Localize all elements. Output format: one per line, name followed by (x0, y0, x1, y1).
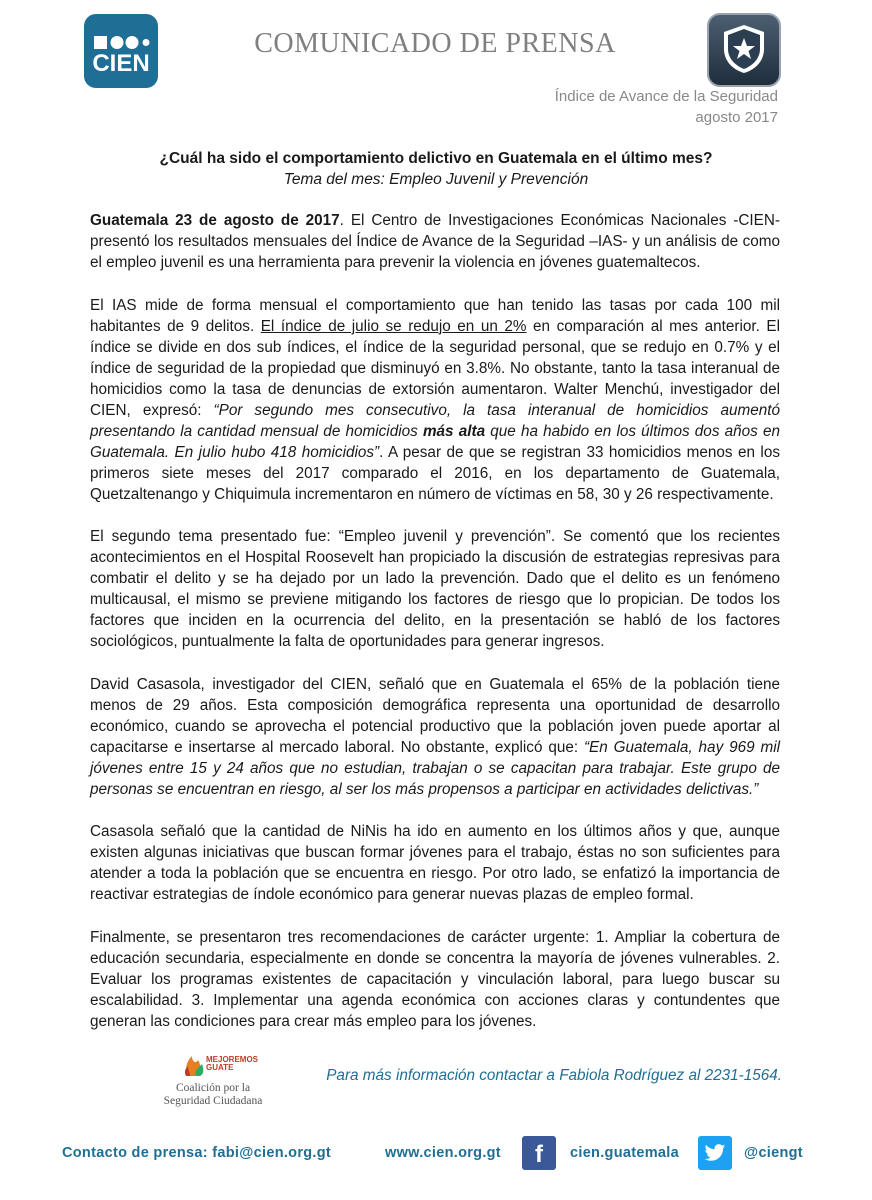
website-link[interactable]: www.cien.org.gt (385, 1145, 501, 1161)
quote-menchu-emphasis: más alta (422, 422, 486, 440)
paragraph-6: Finalmente, se presentaron tres recomendaciones de carácter urgente: 1. Ampliar la cobertura de educación secundaria, especialmente en donde se concentra la mayoría de jóvenes vulnerables. 2. Evaluar los programas existentes de capacitación y vinculación laboral, para luego buscar su escalabilidad. 3. Implementar una agenda económica con acciones claras y contundentes que generan las condiciones para crear más empleo para los jóvenes. (90, 928, 780, 1030)
quote-menchu-b: que ha habido en los últimos dos años en Guatemala. En julio hubo 418 homicidios” (90, 422, 781, 461)
paragraph-5: Casasola señaló que la cantidad de NiNis ha ido en aumento en los últimos años y que, aunque existen algunas iniciativas que buscan formar jóvenes para el trabajo, éstas no son suficientes para atender a toda la población que se encuentra en riesgo. Por otro lado, se enfatizó la importancia de reactivar estrategias de índole económico para generar nuevas plazas de empleo formal. (90, 823, 780, 903)
headline-question: ¿Cuál ha sido el comportamiento delictivo en Guatemala en el último mes? (159, 150, 713, 167)
cien-logo-shapes-icon (92, 34, 150, 50)
underlined-highlight: El índice de julio se redujo en un 2% (260, 317, 527, 335)
page-title: COMUNICADO DE PRENSA (254, 28, 616, 59)
quote-menchu-a: “Por segundo mes consecutivo, la tasa interanual de homicidios aumentó presentando la cantidad mensual de homicidios (90, 401, 781, 440)
cien-logo (84, 14, 158, 88)
paragraph-4 (90, 674, 780, 800)
shield-star-logo (707, 13, 781, 87)
facebook-icon[interactable]: f (522, 1136, 556, 1170)
paragraph-1 (90, 210, 780, 273)
cien-logo-text: CIEN (92, 50, 150, 77)
shield-star-icon (721, 23, 767, 75)
quote-casasola: “En Guatemala, hay 969 mil jóvenes entre 15 y 24 años que no estudian, trabajan o se capacitan para trabajar. Este grupo de personas se encuentran en riesgo, al ser los más propensos a participar en actividades delictivas.” (90, 738, 780, 798)
press-contact-link[interactable]: Contacto de prensa: fabi@cien.org.gt (62, 1145, 332, 1161)
contact-info: Para más información contactar a Fabiola Rodríguez al 2231-1564. (326, 1067, 782, 1084)
facebook-link[interactable]: cien.guatemala (570, 1145, 679, 1161)
coalicion-line2: Seguridad Ciudadana (163, 1095, 263, 1107)
headline (86, 148, 786, 190)
coalicion-text (160, 1082, 266, 1108)
report-date: agosto 2017 (695, 109, 778, 126)
paragraph-2-text-c: . A pesar de que se registran 33 homicidios menos en los primeros siete meses del 2017 comparado el 2016, en los departamento de Guatemala, Quetzaltenango y Chiquimula incrementaron en número de víctimas en 58, 30 y 26 respectivamente. (90, 443, 780, 503)
header (0, 0, 872, 140)
paragraph-3: El segundo tema presentado fue: “Empleo juvenil y prevención”. Se comentó que los recientes acontecimientos en el Hospital Roosevelt han propiciado la discusión de estrategias represivas para combatir el delito y se ha dejado por un lado la prevención. Dado que el delito es un fenómeno multicausal, el mismo se previene mitigando los factores de riesgo que lo propician. De todos los factores que inciden en la ocurrencia del delito, en la presentación se habló de los factores sociológicos, puntualmente la falta de oportunidades para generar ingresos. (90, 528, 780, 650)
coalicion-badge (206, 1056, 258, 1072)
paragraph-4-text: David Casasola, investigador del CIEN, señaló que en Guatemala el 65% de la población tiene menos de 29 años. Esta composición demográfica representa una oportunidad de desarrollo económico, cuando se aprovecha el potencial productivo que la población joven puede aportar al capacitarse e insertarse al mercado laboral. No obstante, explicó que: (90, 675, 780, 756)
twitter-bird-icon (704, 1143, 726, 1163)
coalicion-badge-line2: GUATE (206, 1063, 234, 1072)
twitter-link[interactable]: @ciengt (744, 1145, 803, 1161)
twitter-icon[interactable] (698, 1136, 732, 1170)
paragraph-2-text-a: El IAS mide de forma mensual el comportamiento que han tenido las tasas por cada 100 mil habitantes de 9 delitos. (90, 296, 780, 335)
footer-bar (0, 1130, 872, 1180)
paragraph-2 (90, 295, 780, 505)
press-release-body (90, 210, 780, 1053)
paragraph-2-text-b: en comparación al mes anterior. El índice se divide en dos sub índices, el índice de la seguridad personal, que se redujo en 0.7% y el índice de seguridad de la propiedad que disminuyó en 3.8%. No obstante, tanto la tasa interanual de homicidios como la tasa de denuncias de extorsión aumentaron. Walter Menchú, investigador del CIEN, expresó: (90, 317, 780, 419)
coalicion-badge-line1: MEJOREMOS (206, 1055, 259, 1064)
paragraph-1-text: . El Centro de Investigaciones Económicas Nacionales -CIEN- presentó los resultados mensuales del Índice de Avance de la Seguridad –IAS- y un análisis de como el empleo juvenil es una herramienta para prevenir la violencia en jóvenes guatemaltecos. (90, 212, 781, 271)
headline-subtitle: Tema del mes: Empleo Juvenil y Prevención (283, 171, 589, 188)
report-name: Índice de Avance de la Seguridad (554, 88, 778, 105)
dateline: Guatemala 23 de agosto de 2017 (90, 212, 340, 229)
report-meta (555, 86, 778, 128)
coalicion-logo (160, 1050, 266, 1116)
coalicion-line1: Coalición por la (175, 1082, 251, 1094)
